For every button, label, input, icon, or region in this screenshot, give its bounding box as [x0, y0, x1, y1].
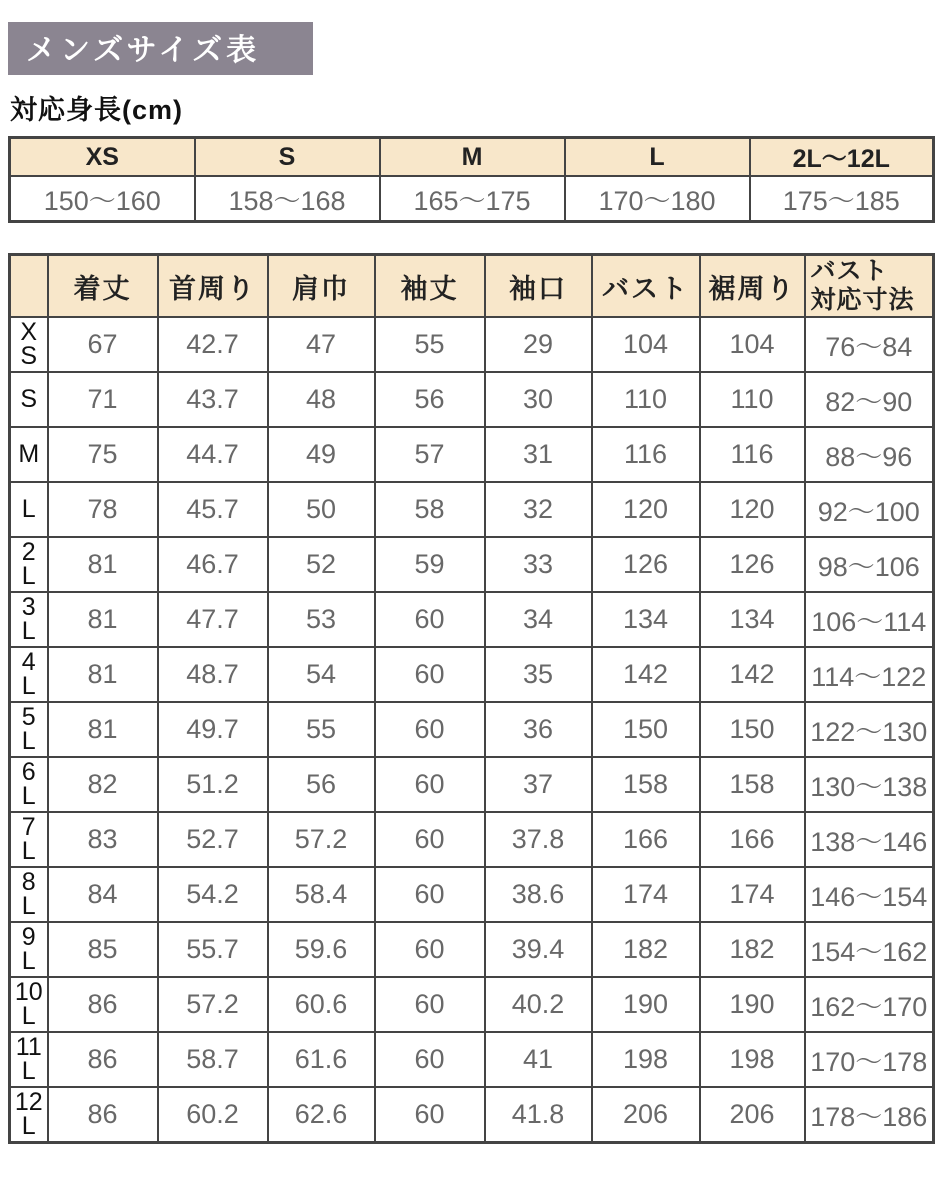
- value-cell-L-5: 120: [592, 482, 700, 537]
- size-label-line: L: [21, 616, 36, 645]
- height-table-value-row: [10, 176, 934, 222]
- value-cell-8L-5: 174: [592, 867, 700, 922]
- size-label-line: 2: [21, 537, 36, 566]
- value-cell-12L-1: 60.2: [158, 1087, 268, 1143]
- value-cell-8L-2: 58.4: [268, 867, 375, 922]
- size-label-line: L: [21, 494, 36, 523]
- column-header-6: 裾周り: [700, 255, 805, 318]
- value-cell-11L-2: 61.6: [268, 1032, 375, 1087]
- column-header-5: バスト: [592, 255, 700, 318]
- value-cell-11L-3: 60: [375, 1032, 485, 1087]
- value-cell-L-2: 50: [268, 482, 375, 537]
- value-cell-XS-5: 104: [592, 317, 700, 372]
- value-cell-3L-4: 34: [485, 592, 592, 647]
- table-row-3L: [10, 592, 934, 647]
- height-table-caption: 対応身長(cm): [10, 95, 184, 125]
- value-cell-11L-7: 170〜178: [805, 1032, 934, 1087]
- value-cell-3L-7: 106〜114: [805, 592, 934, 647]
- size-label-10L: [10, 977, 48, 1032]
- value-cell-8L-7: 146〜154: [805, 867, 934, 922]
- size-label-line: M: [18, 439, 40, 468]
- value-cell-6L-0: 82: [48, 757, 158, 812]
- value-cell-10L-1: 57.2: [158, 977, 268, 1032]
- size-label-line: X: [20, 317, 38, 346]
- value-cell-10L-2: 60.6: [268, 977, 375, 1032]
- value-cell-10L-4: 40.2: [485, 977, 592, 1032]
- value-cell-9L-7: 154〜162: [805, 922, 934, 977]
- value-cell-12L-4: 41.8: [485, 1087, 592, 1143]
- value-cell-12L-0: 86: [48, 1087, 158, 1143]
- value-cell-9L-5: 182: [592, 922, 700, 977]
- value-cell-L-1: 45.7: [158, 482, 268, 537]
- value-cell-M-4: 31: [485, 427, 592, 482]
- value-cell-8L-3: 60: [375, 867, 485, 922]
- value-cell-2L-5: 126: [592, 537, 700, 592]
- value-cell-7L-6: 166: [700, 812, 805, 867]
- table-row-10L: [10, 977, 934, 1032]
- table-row-XS: [10, 317, 934, 372]
- value-cell-12L-6: 206: [700, 1087, 805, 1143]
- size-label-11L: [10, 1032, 48, 1087]
- value-cell-9L-0: 85: [48, 922, 158, 977]
- value-cell-XS-6: 104: [700, 317, 805, 372]
- size-label-L: [10, 482, 48, 537]
- column-header-0: 着丈: [48, 255, 158, 318]
- height-range-cell-4: 175〜185: [750, 176, 934, 222]
- value-cell-10L-7: 162〜170: [805, 977, 934, 1032]
- value-cell-2L-3: 59: [375, 537, 485, 592]
- value-cell-11L-1: 58.7: [158, 1032, 268, 1087]
- height-size-header-4: 2L〜12L: [750, 138, 934, 177]
- size-label-12L: [10, 1087, 48, 1143]
- table-row-4L: [10, 647, 934, 702]
- size-label-line: L: [21, 671, 36, 700]
- value-cell-8L-6: 174: [700, 867, 805, 922]
- table-row-S: [10, 372, 934, 427]
- size-label-line: 9: [21, 922, 36, 951]
- size-label-XS: [10, 317, 48, 372]
- height-table: [8, 136, 935, 223]
- table-row-M: [10, 427, 934, 482]
- size-label-line: 10: [14, 977, 43, 1006]
- size-label-4L: [10, 647, 48, 702]
- size-label-line: 3: [21, 592, 36, 621]
- value-cell-6L-2: 56: [268, 757, 375, 812]
- value-cell-L-4: 32: [485, 482, 592, 537]
- value-cell-S-5: 110: [592, 372, 700, 427]
- value-cell-5L-7: 122〜130: [805, 702, 934, 757]
- column-header-3: 袖丈: [375, 255, 485, 318]
- value-cell-6L-6: 158: [700, 757, 805, 812]
- value-cell-2L-0: 81: [48, 537, 158, 592]
- value-cell-4L-6: 142: [700, 647, 805, 702]
- value-cell-10L-5: 190: [592, 977, 700, 1032]
- table-row-7L: [10, 812, 934, 867]
- value-cell-4L-2: 54: [268, 647, 375, 702]
- value-cell-3L-3: 60: [375, 592, 485, 647]
- size-label-line: L: [21, 561, 36, 590]
- value-cell-7L-2: 57.2: [268, 812, 375, 867]
- value-cell-6L-7: 130〜138: [805, 757, 934, 812]
- value-cell-XS-4: 29: [485, 317, 592, 372]
- table-row-11L: [10, 1032, 934, 1087]
- page-title: メンズサイズ表: [8, 22, 313, 75]
- table-row-8L: [10, 867, 934, 922]
- height-range-cell-2: 165〜175: [380, 176, 565, 222]
- value-cell-5L-2: 55: [268, 702, 375, 757]
- size-label-line: L: [21, 891, 36, 920]
- value-cell-2L-6: 126: [700, 537, 805, 592]
- value-cell-XS-0: 67: [48, 317, 158, 372]
- value-cell-7L-4: 37.8: [485, 812, 592, 867]
- value-cell-3L-1: 47.7: [158, 592, 268, 647]
- size-label-8L: [10, 867, 48, 922]
- size-label-line: L: [21, 946, 36, 975]
- value-cell-S-6: 110: [700, 372, 805, 427]
- value-cell-XS-1: 42.7: [158, 317, 268, 372]
- value-cell-S-2: 48: [268, 372, 375, 427]
- value-cell-12L-5: 206: [592, 1087, 700, 1143]
- value-cell-M-7: 88〜96: [805, 427, 934, 482]
- value-cell-L-6: 120: [700, 482, 805, 537]
- size-label-9L: [10, 922, 48, 977]
- size-label-M: [10, 427, 48, 482]
- value-cell-10L-0: 86: [48, 977, 158, 1032]
- height-table-header-row: [10, 138, 934, 177]
- value-cell-XS-3: 55: [375, 317, 485, 372]
- table-row-6L: [10, 757, 934, 812]
- value-cell-11L-5: 198: [592, 1032, 700, 1087]
- table-row-12L: [10, 1087, 934, 1143]
- value-cell-3L-2: 53: [268, 592, 375, 647]
- value-cell-11L-6: 198: [700, 1032, 805, 1087]
- size-label-5L: [10, 702, 48, 757]
- value-cell-2L-1: 46.7: [158, 537, 268, 592]
- size-label-3L: [10, 592, 48, 647]
- size-label-line: 11: [15, 1032, 42, 1061]
- size-label-line: L: [21, 781, 36, 810]
- size-label-2L: [10, 537, 48, 592]
- column-header-bust-range: [805, 255, 934, 318]
- value-cell-4L-4: 35: [485, 647, 592, 702]
- value-cell-M-5: 116: [592, 427, 700, 482]
- value-cell-5L-0: 81: [48, 702, 158, 757]
- corner-cell: [10, 255, 48, 318]
- value-cell-M-6: 116: [700, 427, 805, 482]
- size-label-line: 5: [21, 702, 36, 731]
- value-cell-10L-6: 190: [700, 977, 805, 1032]
- value-cell-6L-1: 51.2: [158, 757, 268, 812]
- column-header-4: 袖口: [485, 255, 592, 318]
- bust-header-line: 対応寸法: [810, 286, 915, 314]
- size-label-line: 12: [14, 1087, 43, 1116]
- value-cell-4L-7: 114〜122: [805, 647, 934, 702]
- size-label-line: 8: [21, 867, 36, 896]
- bust-header-line: バスト: [810, 257, 889, 286]
- value-cell-2L-2: 52: [268, 537, 375, 592]
- size-label-line: S: [20, 341, 38, 370]
- value-cell-4L-1: 48.7: [158, 647, 268, 702]
- value-cell-L-0: 78: [48, 482, 158, 537]
- size-label-line: L: [21, 836, 36, 865]
- value-cell-M-0: 75: [48, 427, 158, 482]
- value-cell-M-3: 57: [375, 427, 485, 482]
- value-cell-L-7: 92〜100: [805, 482, 934, 537]
- value-cell-7L-0: 83: [48, 812, 158, 867]
- value-cell-2L-4: 33: [485, 537, 592, 592]
- value-cell-11L-0: 86: [48, 1032, 158, 1087]
- value-cell-L-3: 58: [375, 482, 485, 537]
- measurements-body: [10, 317, 934, 1143]
- value-cell-6L-5: 158: [592, 757, 700, 812]
- value-cell-5L-1: 49.7: [158, 702, 268, 757]
- height-size-header-2: M: [380, 138, 565, 177]
- value-cell-5L-3: 60: [375, 702, 485, 757]
- value-cell-8L-0: 84: [48, 867, 158, 922]
- value-cell-7L-1: 52.7: [158, 812, 268, 867]
- value-cell-11L-4: 41: [485, 1032, 592, 1087]
- value-cell-7L-3: 60: [375, 812, 485, 867]
- value-cell-10L-3: 60: [375, 977, 485, 1032]
- value-cell-8L-4: 38.6: [485, 867, 592, 922]
- value-cell-3L-5: 134: [592, 592, 700, 647]
- value-cell-S-4: 30: [485, 372, 592, 427]
- table-row-L: [10, 482, 934, 537]
- size-label-line: L: [21, 726, 36, 755]
- value-cell-4L-5: 142: [592, 647, 700, 702]
- height-range-cell-3: 170〜180: [565, 176, 750, 222]
- value-cell-M-2: 49: [268, 427, 375, 482]
- value-cell-3L-0: 81: [48, 592, 158, 647]
- value-cell-12L-7: 178〜186: [805, 1087, 934, 1143]
- table-row-5L: [10, 702, 934, 757]
- measurements-table: [8, 253, 935, 1144]
- size-label-7L: [10, 812, 48, 867]
- value-cell-5L-4: 36: [485, 702, 592, 757]
- size-label-line: 4: [21, 647, 36, 676]
- measurements-header-row: [10, 255, 934, 318]
- value-cell-S-1: 43.7: [158, 372, 268, 427]
- value-cell-6L-4: 37: [485, 757, 592, 812]
- value-cell-9L-4: 39.4: [485, 922, 592, 977]
- value-cell-S-7: 82〜90: [805, 372, 934, 427]
- height-range-cell-0: 150〜160: [10, 176, 195, 222]
- value-cell-4L-0: 81: [48, 647, 158, 702]
- size-label-line: L: [21, 1001, 36, 1030]
- size-label-line: S: [20, 384, 38, 413]
- value-cell-6L-3: 60: [375, 757, 485, 812]
- height-size-header-1: S: [195, 138, 380, 177]
- value-cell-XS-2: 47: [268, 317, 375, 372]
- value-cell-12L-2: 62.6: [268, 1087, 375, 1143]
- column-header-1: 首周り: [158, 255, 268, 318]
- value-cell-7L-5: 166: [592, 812, 700, 867]
- height-range-cell-1: 158〜168: [195, 176, 380, 222]
- value-cell-2L-7: 98〜106: [805, 537, 934, 592]
- value-cell-7L-7: 138〜146: [805, 812, 934, 867]
- value-cell-3L-6: 134: [700, 592, 805, 647]
- size-label-6L: [10, 757, 48, 812]
- value-cell-4L-3: 60: [375, 647, 485, 702]
- size-label-line: L: [21, 1056, 36, 1085]
- value-cell-12L-3: 60: [375, 1087, 485, 1143]
- value-cell-9L-3: 60: [375, 922, 485, 977]
- value-cell-XS-7: 76〜84: [805, 317, 934, 372]
- size-label-S: [10, 372, 48, 427]
- size-label-line: L: [21, 1111, 36, 1140]
- value-cell-9L-1: 55.7: [158, 922, 268, 977]
- value-cell-9L-6: 182: [700, 922, 805, 977]
- column-header-2: 肩巾: [268, 255, 375, 318]
- value-cell-5L-6: 150: [700, 702, 805, 757]
- value-cell-S-0: 71: [48, 372, 158, 427]
- value-cell-5L-5: 150: [592, 702, 700, 757]
- size-label-line: 7: [21, 812, 36, 841]
- value-cell-8L-1: 54.2: [158, 867, 268, 922]
- value-cell-S-3: 56: [375, 372, 485, 427]
- height-size-header-3: L: [565, 138, 750, 177]
- table-row-9L: [10, 922, 934, 977]
- value-cell-M-1: 44.7: [158, 427, 268, 482]
- height-size-header-0: XS: [10, 138, 195, 177]
- value-cell-9L-2: 59.6: [268, 922, 375, 977]
- size-label-line: 6: [21, 757, 36, 786]
- table-row-2L: [10, 537, 934, 592]
